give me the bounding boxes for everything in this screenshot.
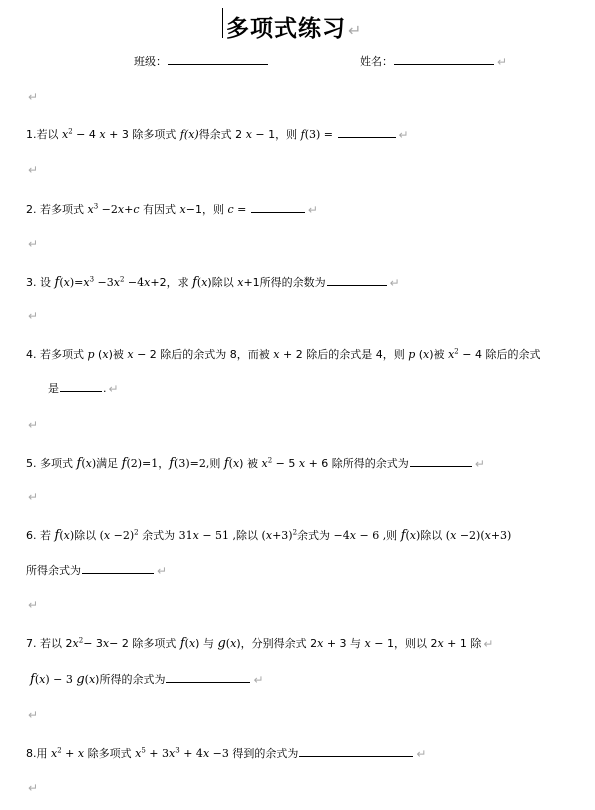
answer-blank[interactable]: [327, 274, 387, 286]
question-6: 6. 若 f(x)除以 $(x -2)^2$ 余式为 31x − 51 ,除以 $(x+3)^2$余式为 −4x − 6 ,则 f(x)除以 (x −2)(x+3): [26, 528, 512, 543]
empty-paragraph: [26, 90, 38, 104]
paragraph-mark-icon: ↵: [253, 673, 264, 687]
name-blank[interactable]: [394, 53, 494, 65]
answer-blank[interactable]: [299, 745, 413, 757]
empty-paragraph: [26, 237, 38, 251]
paragraph-mark-icon: ↵: [108, 382, 119, 396]
empty-paragraph: [26, 598, 38, 612]
question-4: 4. 若多项式 p (x)被 x − 2 除后的余式为 8，而被 x + 2 除后的余式是 4，则 p (x)被 $x^2 - 4$ 除后的余式: [26, 347, 541, 361]
empty-paragraph: [26, 309, 38, 323]
name-field: 姓名： ↵: [360, 55, 508, 69]
paragraph-mark-icon: ↵: [28, 598, 39, 612]
paragraph-mark-icon: ↵: [389, 276, 400, 290]
paragraph-mark-icon: ↵: [348, 20, 363, 40]
question-8: 8.用 $x^2 + x$ 除多项式 $x^5 + 3x^3 + 4x -3$ 得到的余式为 ↵: [26, 746, 427, 761]
text-cursor: [222, 8, 223, 38]
paragraph-mark-icon: ↵: [474, 457, 485, 471]
paragraph-mark-icon: ↵: [28, 163, 39, 177]
paragraph-mark-icon: ↵: [483, 637, 494, 651]
paragraph-mark-icon: ↵: [28, 309, 39, 323]
answer-blank[interactable]: [410, 455, 472, 467]
answer-blank[interactable]: [82, 562, 154, 574]
question-5: 5. 多项式 f(x)满足 f(2)=1，f(3)=2,则 f(x) 被 $x^2 - 5$ x + 6 除所得的余式为 ↵: [26, 456, 485, 471]
empty-paragraph: [26, 418, 38, 432]
question-4-continued: 是 . ↵: [48, 382, 119, 396]
empty-paragraph: [26, 781, 38, 795]
paragraph-mark-icon: ↵: [28, 490, 39, 504]
paragraph-mark-icon: ↵: [157, 564, 168, 578]
paragraph-mark-icon: ↵: [28, 781, 39, 795]
paragraph-mark-icon: ↵: [28, 418, 39, 432]
empty-paragraph: [26, 708, 38, 722]
paragraph-mark-icon: ↵: [28, 237, 39, 251]
class-field: 班级：: [134, 53, 269, 69]
empty-paragraph: [26, 490, 38, 504]
question-1: 1.若以 $x^2 - 4$ x + 3 除多项式 f(x)得余式 2 x − 1，则 f(3) = ↵: [26, 127, 409, 142]
paragraph-mark-icon: ↵: [28, 708, 39, 722]
paragraph-mark-icon: ↵: [416, 747, 427, 761]
paragraph-mark-icon: ↵: [398, 128, 409, 142]
empty-paragraph: [26, 163, 38, 177]
answer-blank[interactable]: [251, 201, 305, 213]
answer-blank[interactable]: [166, 671, 250, 683]
answer-blank[interactable]: [60, 380, 102, 392]
question-3: 3. 设 $f(x)=x^3 -3x^2 -4x+2$，求 f(x)除以 x+1所得的余数为 ↵: [26, 275, 400, 290]
paragraph-mark-icon: ↵: [497, 55, 508, 69]
paragraph-mark-icon: ↵: [28, 90, 39, 104]
paragraph-mark-icon: ↵: [307, 203, 318, 217]
page-title: 多项式练习 ↵: [226, 15, 363, 42]
question-6-continued: 所得余式为 ↵: [26, 564, 168, 578]
answer-blank[interactable]: [338, 126, 396, 138]
question-2: 2. 若多项式 $x^3 -2x+c$ 有因式 x−1，则 c = ↵: [26, 202, 318, 217]
question-7-continued: f(x) − 3 g(x)所得的余式为 ↵: [30, 672, 264, 687]
class-blank[interactable]: [168, 53, 268, 65]
question-7: 7. 若以 $2x^2- 3x- 2$ 除多项式 f(x) 与 g(x)，分别得余式 2x + 3 与 x − 1，则以 2x + 1 除 ↵: [26, 636, 494, 651]
